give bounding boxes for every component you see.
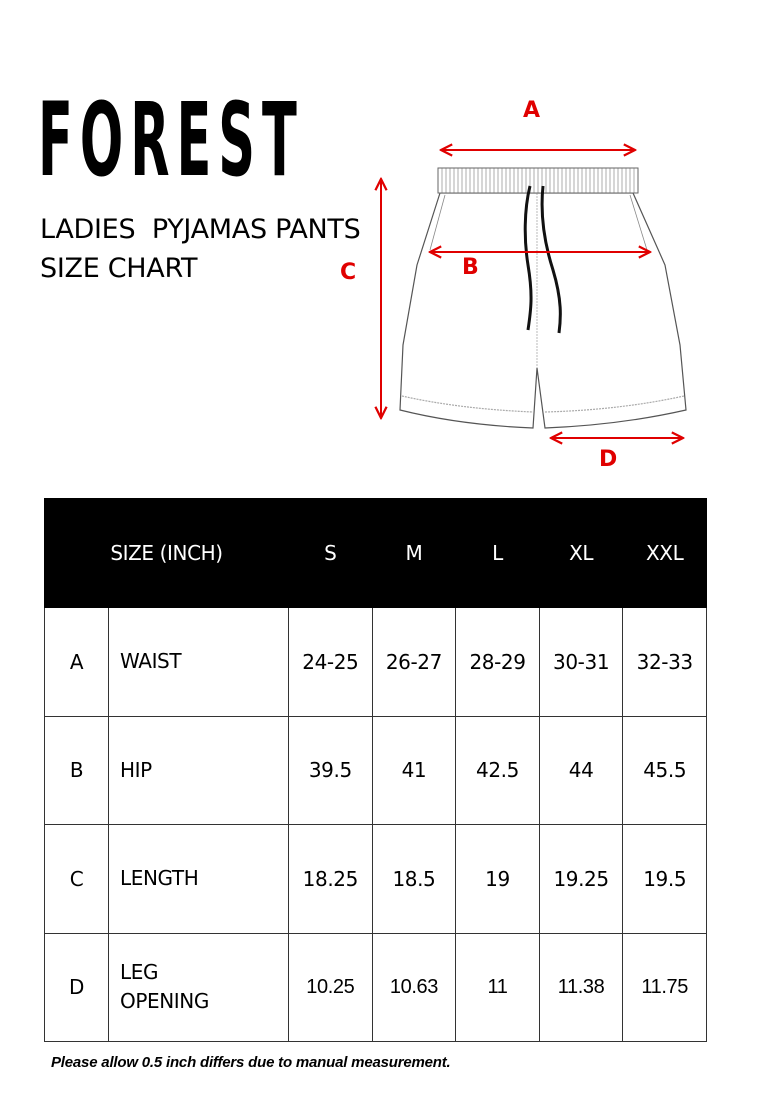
cell-value: 30-31 (539, 608, 623, 717)
header-size-xxl: XXL (623, 499, 707, 608)
header-size-m: M (372, 499, 456, 608)
cell-value: 10.63 (372, 933, 456, 1042)
cell-value: 44 (539, 716, 623, 825)
dimension-label-d: D (599, 447, 618, 472)
row-key: C (45, 825, 109, 934)
size-chart-table (44, 498, 707, 1042)
row-measure-name (109, 933, 289, 1042)
cell-value: 19.25 (539, 825, 623, 934)
cell-value: 11.75 (623, 933, 707, 1042)
chart-title (40, 210, 360, 288)
dimension-label-c: C (340, 260, 357, 285)
shorts-illustration-icon (330, 90, 730, 480)
header-size-inch: SIZE (INCH) (45, 499, 289, 608)
cell-value: 42.5 (456, 716, 540, 825)
cell-value: 26-27 (372, 608, 456, 717)
cell-value: 45.5 (623, 716, 707, 825)
cell-value: 39.5 (289, 716, 373, 825)
row-key: D (45, 933, 109, 1042)
row-measure-name: WAIST (109, 608, 289, 717)
row-measure-name: HIP (109, 716, 289, 825)
shorts-diagram (330, 90, 730, 480)
cell-value: 18.25 (289, 825, 373, 934)
header-size-l: L (456, 499, 540, 608)
cell-value: 11 (456, 933, 540, 1042)
table-row-hip (45, 716, 707, 825)
cell-value: 24-25 (289, 608, 373, 717)
row-key: B (45, 716, 109, 825)
measurement-note: Please allow 0.5 inch differs due to manual measurement. (51, 1054, 451, 1071)
table-row-leg-opening (45, 933, 707, 1042)
table-row-length (45, 825, 707, 934)
dimension-label-a: A (523, 98, 541, 123)
dimension-label-b: B (462, 255, 479, 280)
measure-name-line-2: OPENING (120, 989, 209, 1014)
cell-value: 19.5 (623, 825, 707, 934)
cell-value: 32-33 (623, 608, 707, 717)
cell-value: 10.25 (289, 933, 373, 1042)
cell-value: 28-29 (456, 608, 540, 717)
table-row-waist (45, 608, 707, 717)
cell-value: 18.5 (372, 825, 456, 934)
header-size-xl: XL (539, 499, 623, 608)
table-header-row (45, 499, 707, 608)
header-size-s: S (289, 499, 373, 608)
title-line-2: SIZE CHART (40, 253, 198, 284)
row-key: A (45, 608, 109, 717)
cell-value: 41 (372, 716, 456, 825)
row-measure-name: LENGTH (109, 825, 289, 934)
cell-value: 19 (456, 825, 540, 934)
title-line-1: LADIES PYJAMAS PANTS (40, 214, 361, 245)
measure-name-line-1: LEG (120, 960, 159, 985)
brand-logo: FOREST (38, 81, 304, 200)
cell-value: 11.38 (539, 933, 623, 1042)
